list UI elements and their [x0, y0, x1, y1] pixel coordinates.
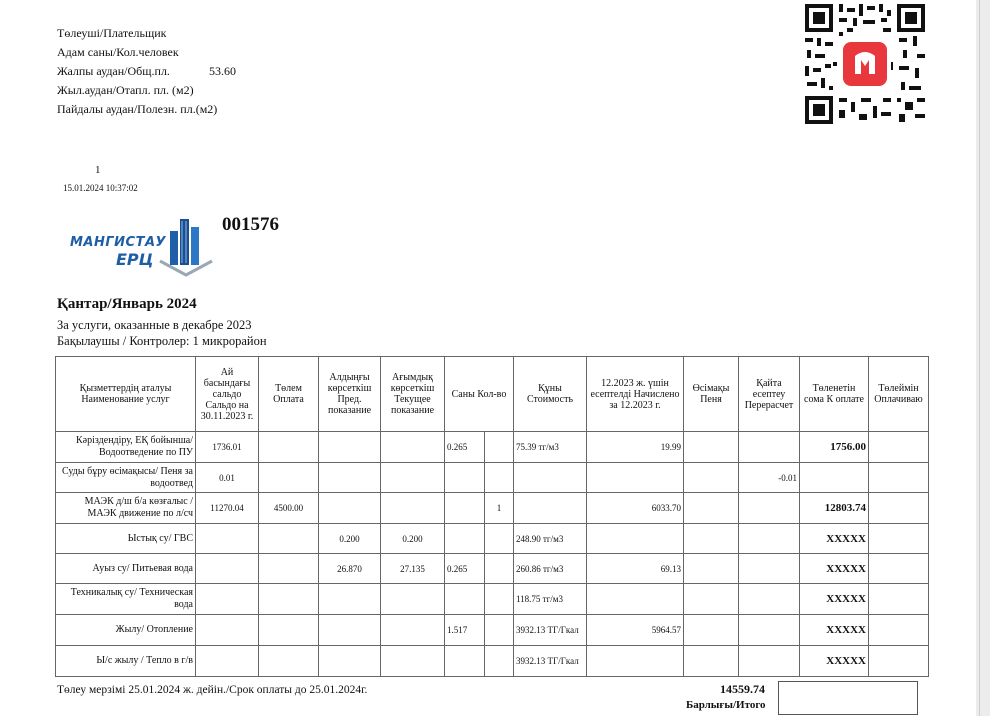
curr-reading-cell — [381, 615, 445, 646]
useful-area-label: Пайдалы аудан/Полезн. пл.(м2) — [57, 102, 218, 116]
table-row — [56, 463, 929, 493]
payer-label: Төлеуші/Плательщик — [57, 26, 167, 40]
price-cell: 248.90 тг/м3 — [514, 524, 587, 554]
header-price: Құны Стоимость — [514, 357, 587, 432]
service-name: Суды бұру өсімақысы/ Пеня за водоотвед — [56, 463, 196, 493]
table-row — [56, 554, 929, 584]
accrued-cell: 19.99 — [587, 432, 684, 463]
to-pay-cell: 1756.00 — [800, 432, 869, 463]
paying-cell[interactable] — [869, 493, 929, 524]
saldo-cell — [196, 584, 259, 615]
price-cell: 3932.13 ТГ/Гкал — [514, 615, 587, 646]
prev-reading-cell — [319, 615, 381, 646]
table-row — [56, 432, 929, 463]
header-accrued: 12.2023 ж. үшін есептелді Начислено за 12.2023 г. — [587, 357, 684, 432]
persons-label: Адам саны/Кол.человек — [57, 45, 179, 59]
services-note: За услуги, оказанные в декабре 2023 — [57, 318, 252, 332]
accrued-cell: 69.13 — [587, 554, 684, 584]
prev-reading-cell — [319, 646, 381, 677]
to-pay-cell: XXXXX — [800, 615, 869, 646]
to-pay-cell: XXXXX — [800, 584, 869, 615]
paying-cell[interactable] — [869, 646, 929, 677]
paying-cell[interactable] — [869, 463, 929, 493]
total-area-row — [57, 62, 236, 81]
paying-cell[interactable] — [869, 432, 929, 463]
accrued-cell: 5964.57 — [587, 615, 684, 646]
service-name: Жылу/ Отопление — [56, 615, 196, 646]
accrued-cell — [587, 524, 684, 554]
curr-reading-cell — [381, 432, 445, 463]
penalty-cell — [684, 646, 739, 677]
penalty-cell — [684, 524, 739, 554]
price-cell: 3932.13 ТГ/Гкал — [514, 646, 587, 677]
quantity-cell — [445, 493, 485, 524]
curr-reading-cell: 27.135 — [381, 554, 445, 584]
recalc-cell: -0.01 — [739, 463, 800, 493]
quantity-extra-cell — [485, 463, 514, 493]
penalty-cell — [684, 493, 739, 524]
quantity-cell: 1.517 — [445, 615, 485, 646]
service-name: Техникалық су/ Техническая вода — [56, 584, 196, 615]
quantity-extra-cell — [485, 554, 514, 584]
table-row — [56, 524, 929, 554]
quantity-cell — [445, 524, 485, 554]
quantity-cell — [445, 584, 485, 615]
recalc-cell — [739, 646, 800, 677]
paying-cell[interactable] — [869, 524, 929, 554]
penalty-cell — [684, 584, 739, 615]
prev-reading-cell — [319, 584, 381, 615]
page-edge-line — [979, 0, 980, 716]
total-label: Барлығы/Итого — [686, 699, 766, 711]
curr-reading-cell — [381, 493, 445, 524]
service-name: Кәріздендіру, ЕҚ бойынша/ Водоотведение по ПУ — [56, 432, 196, 463]
quantity-cell — [445, 646, 485, 677]
paying-cell[interactable] — [869, 584, 929, 615]
quantity-extra-cell — [485, 584, 514, 615]
service-name: МАЭК д/ш б/а көзғалыс / МАЭК движение по л/сч — [56, 493, 196, 524]
saldo-cell — [196, 646, 259, 677]
price-cell: 75.39 тг/м3 — [514, 432, 587, 463]
header-to-pay: Төленетін сома К оплате — [800, 357, 869, 432]
table-row — [56, 615, 929, 646]
saldo-cell — [196, 554, 259, 584]
logo-text-line2: ЕРЦ — [116, 250, 154, 269]
recalc-cell — [739, 615, 800, 646]
price-cell — [514, 493, 587, 524]
service-name: Ыстық су/ ГВС — [56, 524, 196, 554]
total-area-value: 53.60 — [209, 64, 236, 78]
paying-total-box[interactable] — [778, 681, 918, 715]
recalc-cell — [739, 554, 800, 584]
recalc-cell — [739, 524, 800, 554]
service-name: Ауыз су/ Питьевая вода — [56, 554, 196, 584]
payment-cell — [259, 554, 319, 584]
recalc-cell — [739, 493, 800, 524]
quantity-extra-cell — [485, 646, 514, 677]
quantity-extra-cell: 1 — [485, 493, 514, 524]
print-datetime: 15.01.2024 10:37:02 — [63, 183, 138, 193]
account-number: 001576 — [222, 214, 279, 235]
prev-reading-cell: 26.870 — [319, 554, 381, 584]
saldo-cell — [196, 615, 259, 646]
quantity-extra-cell — [485, 432, 514, 463]
due-date: Төлеу мерзімі 25.01.2024 ж. дейін./Срок оплаты до 25.01.2024г. — [57, 684, 368, 696]
saldo-cell — [196, 524, 259, 554]
header-payment: Төлем Оплата — [259, 357, 319, 432]
header-quantity: Саны Кол-во — [445, 357, 514, 432]
header-recalc: Қайта есептеу Перерасчет — [739, 357, 800, 432]
accrued-cell — [587, 646, 684, 677]
total-value: 14559.74 — [720, 682, 765, 696]
prev-reading-cell — [319, 432, 381, 463]
price-cell: 118.75 тг/м3 — [514, 584, 587, 615]
payment-cell — [259, 584, 319, 615]
controller-line: Бақылаушы / Контролер: 1 микрорайон — [57, 334, 267, 348]
header-penalty: Өсімақы Пеня — [684, 357, 739, 432]
services-table — [55, 356, 929, 677]
recalc-cell — [739, 584, 800, 615]
table-row — [56, 646, 929, 677]
heated-area-label: Жыл.аудан/Отапл. пл. (м2) — [57, 83, 194, 97]
prev-reading-cell — [319, 463, 381, 493]
payment-cell — [259, 463, 319, 493]
curr-reading-cell — [381, 463, 445, 493]
total-area-label: Жалпы аудан/Общ.пл. — [57, 64, 170, 78]
curr-reading-cell: 0.200 — [381, 524, 445, 554]
to-pay-cell — [800, 463, 869, 493]
quantity-cell: 0.265 — [445, 554, 485, 584]
penalty-cell — [684, 554, 739, 584]
saldo-cell: 11270.04 — [196, 493, 259, 524]
page-number: 1 — [95, 164, 101, 176]
quantity-cell — [445, 463, 485, 493]
penalty-cell — [684, 463, 739, 493]
payment-cell — [259, 646, 319, 677]
header-service: Қызметтердің аталуы Наименование услуг — [56, 357, 196, 432]
accrued-cell: 6033.70 — [587, 493, 684, 524]
header-curr-reading: Ағымдық көрсеткіш Текущее показание — [381, 357, 445, 432]
penalty-cell — [684, 432, 739, 463]
paying-cell[interactable] — [869, 615, 929, 646]
saldo-cell: 0.01 — [196, 463, 259, 493]
prev-reading-cell: 0.200 — [319, 524, 381, 554]
saldo-cell: 1736.01 — [196, 432, 259, 463]
payment-cell — [259, 524, 319, 554]
to-pay-cell: 12803.74 — [800, 493, 869, 524]
quantity-cell: 0.265 — [445, 432, 485, 463]
table-header-row — [56, 357, 929, 432]
header-prev-reading: Алдыңғы көрсеткіш Пред. показание — [319, 357, 381, 432]
accrued-cell — [587, 584, 684, 615]
curr-reading-cell — [381, 646, 445, 677]
table-row — [56, 493, 929, 524]
company-logo — [64, 215, 214, 280]
quantity-extra-cell — [485, 615, 514, 646]
payment-cell: 4500.00 — [259, 493, 319, 524]
table-row — [56, 584, 929, 615]
header-saldo: Ай басындағы сальдо Сальдо на 30.11.2023 г. — [196, 357, 259, 432]
price-cell: 260.86 тг/м3 — [514, 554, 587, 584]
payer-block — [57, 24, 236, 119]
penalty-cell — [684, 615, 739, 646]
period-title: Қантар/Январь 2024 — [57, 296, 197, 312]
service-name: Ы/с жылу / Тепло в г/в — [56, 646, 196, 677]
payment-cell — [259, 432, 319, 463]
recalc-cell — [739, 432, 800, 463]
to-pay-cell: XXXXX — [800, 524, 869, 554]
prev-reading-cell — [319, 493, 381, 524]
qr-code — [803, 2, 927, 126]
quantity-extra-cell — [485, 524, 514, 554]
to-pay-cell: XXXXX — [800, 646, 869, 677]
accrued-cell — [587, 463, 684, 493]
price-cell — [514, 463, 587, 493]
to-pay-cell: XXXXX — [800, 554, 869, 584]
curr-reading-cell — [381, 584, 445, 615]
header-paying: Төлеймін Оплачиваю — [869, 357, 929, 432]
logo-text-line1: МАНГИСТАУ — [70, 235, 167, 250]
payment-cell — [259, 615, 319, 646]
paying-cell[interactable] — [869, 554, 929, 584]
